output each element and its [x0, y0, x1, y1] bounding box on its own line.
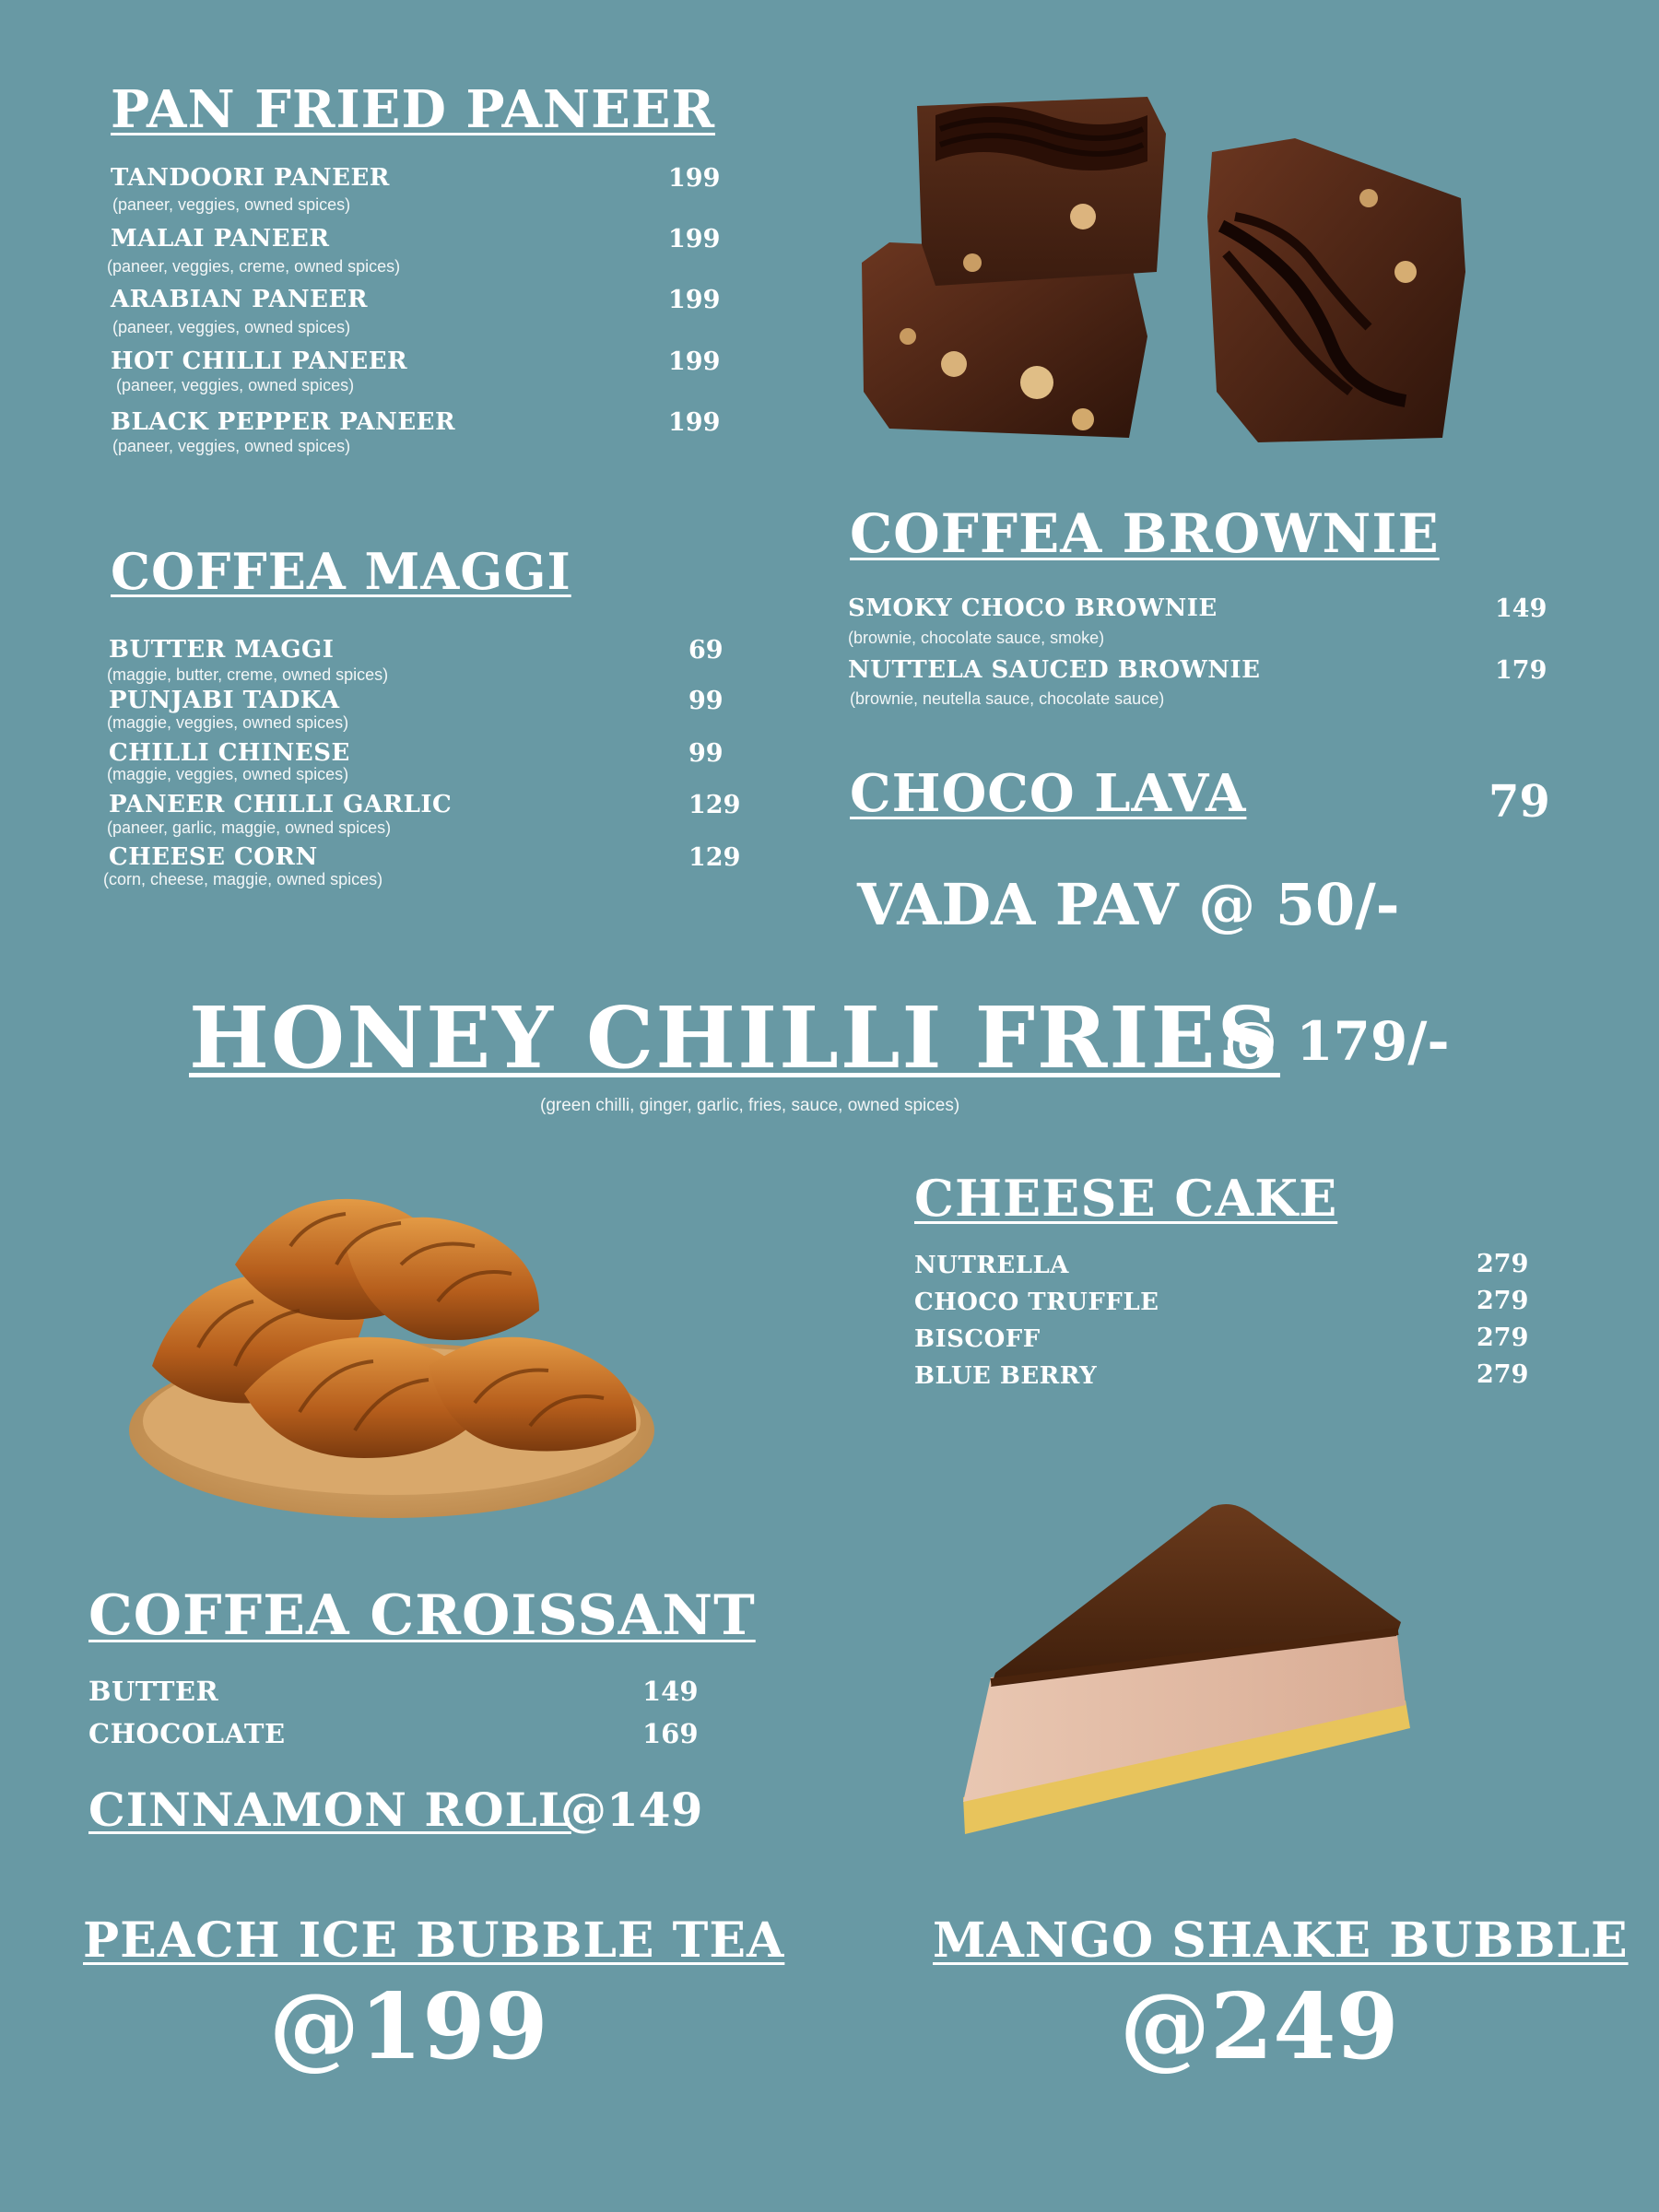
menu-item-name: PUNJABI TADKA: [109, 687, 340, 714]
menu-item-name: SMOKY CHOCO BROWNIE: [848, 594, 1218, 622]
menu-item-price: 199: [668, 347, 721, 376]
menu-item-price: 199: [668, 164, 721, 193]
menu-item-name: BISCOFF: [914, 1325, 1041, 1353]
menu-item-desc: (brownie, chocolate sauce, smoke): [848, 629, 1105, 647]
menu-item-price: 169: [642, 1718, 699, 1749]
menu-item-price: 69: [688, 636, 724, 665]
peach-bubble-tea-price: @199: [269, 1974, 548, 2080]
menu-item-name: BUTTER MAGGI: [109, 636, 335, 664]
menu-item-desc: (paneer, veggies, owned spices): [112, 195, 351, 214]
mango-shake-bubble-price: @249: [1120, 1974, 1399, 2080]
coffea-brownie-title: COFFEA BROWNIE: [850, 502, 1440, 565]
coffea-maggi-title: COFFEA MAGGI: [111, 542, 571, 601]
pan-fried-paneer-title: PAN FRIED PANEER: [111, 79, 715, 140]
menu-item-price: 149: [1495, 594, 1547, 623]
honey-chilli-fries-desc: (green chilli, ginger, garlic, fries, sauce, owned spices): [540, 1096, 960, 1115]
menu-item-name: BLACK PEPPER PANEER: [111, 408, 456, 436]
menu-item-price: 279: [1477, 1250, 1529, 1278]
menu-item-price: 179: [1495, 656, 1547, 685]
cinnamon-roll-title: CINNAMON ROLL: [88, 1783, 571, 1837]
menu-item-name: CHOCOLATE: [88, 1718, 286, 1749]
menu-item-desc: (paneer, veggies, owned spices): [112, 437, 351, 455]
menu-item-name: BLUE BERRY: [914, 1362, 1098, 1390]
menu-item-desc: (maggie, butter, creme, owned spices): [107, 665, 389, 684]
menu-item-name: ARABIAN PANEER: [111, 286, 368, 313]
menu-item-name: CHEESE CORN: [109, 843, 318, 871]
menu-item-name: CHILLI CHINESE: [109, 739, 350, 767]
menu-item-price: 199: [668, 408, 721, 437]
menu-item-price: 129: [688, 791, 741, 819]
menu-item-price: 279: [1477, 1287, 1529, 1315]
menu-item-name: TANDOORI PANEER: [111, 164, 390, 192]
menu-item-name: PANEER CHILLI GARLIC: [109, 791, 453, 818]
peach-bubble-tea-title: PEACH ICE BUBBLE TEA: [83, 1912, 785, 1969]
menu-item-price: 99: [688, 739, 724, 768]
menu-item-price: 279: [1477, 1324, 1529, 1352]
menu-item-name: NUTRELLA: [914, 1252, 1069, 1279]
menu-item-name: CHOCO TRUFFLE: [914, 1288, 1159, 1316]
honey-chilli-fries-price: @ 179/-: [1224, 1010, 1450, 1073]
cheesecake-photo: [954, 1498, 1424, 1839]
menu-item-price: 199: [668, 286, 721, 314]
menu-item-desc: (paneer, veggies, creme, owned spices): [107, 257, 401, 276]
menu-item-desc: (paneer, garlic, maggie, owned spices): [107, 818, 392, 837]
honey-chilli-fries-title: HONEY CHILLI FRIES: [189, 988, 1280, 1088]
menu-item-price: 129: [688, 843, 741, 872]
menu-item-name: MALAI PANEER: [111, 225, 330, 253]
croissant-photo: [124, 1163, 659, 1523]
brownie-photo: [853, 88, 1479, 447]
cinnamon-roll-price: @149: [560, 1783, 703, 1837]
menu-item-name: BUTTER: [88, 1676, 219, 1707]
menu-item-desc: (paneer, veggies, owned spices): [112, 318, 351, 336]
menu-item-desc: (maggie, veggies, owned spices): [107, 765, 349, 783]
menu-item-name: HOT CHILLI PANEER: [111, 347, 408, 375]
menu-item-desc: (brownie, neutella sauce, chocolate sauce): [850, 689, 1165, 708]
menu-item-desc: (maggie, veggies, owned spices): [107, 713, 349, 732]
menu-item-name: NUTTELA SAUCED BROWNIE: [848, 656, 1261, 684]
menu-item-price: 99: [688, 687, 724, 715]
vada-pav-title: VADA PAV @ 50/-: [857, 871, 1400, 938]
cheese-cake-title: CHEESE CAKE: [914, 1169, 1338, 1228]
mango-shake-bubble-title: MANGO SHAKE BUBBLE: [933, 1912, 1629, 1969]
menu-item-desc: (corn, cheese, maggie, owned spices): [103, 870, 383, 888]
menu-item-desc: (paneer, veggies, owned spices): [116, 376, 355, 394]
choco-lava-price: 79: [1488, 776, 1550, 828]
choco-lava-title: CHOCO LAVA: [850, 763, 1247, 824]
coffea-croissant-title: COFFEA CROISSANT: [88, 1583, 756, 1648]
menu-item-price: 199: [668, 225, 721, 253]
menu-item-price: 149: [642, 1676, 699, 1707]
menu-item-price: 279: [1477, 1360, 1529, 1389]
